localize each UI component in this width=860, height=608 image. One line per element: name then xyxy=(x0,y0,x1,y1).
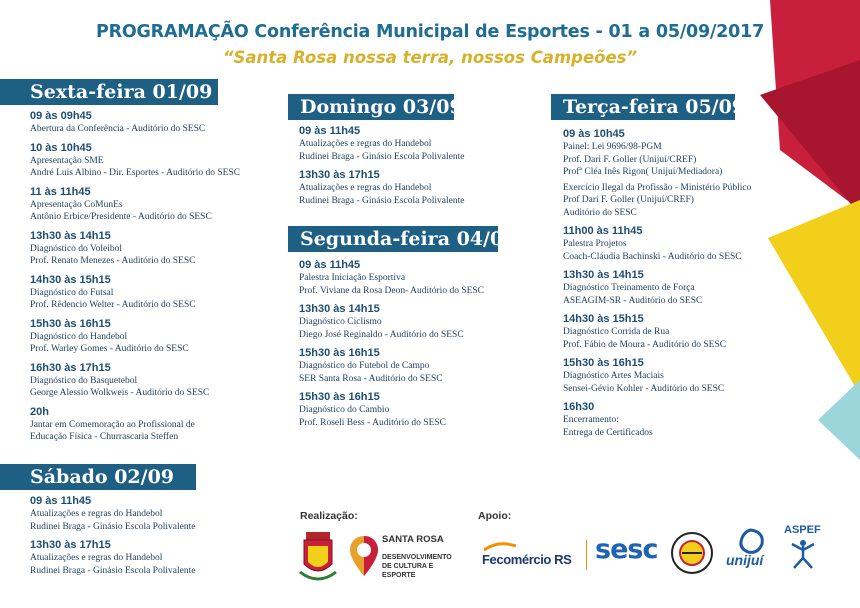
day-list-sexta xyxy=(30,109,240,449)
schedule-detail: Diagnóstico do Futebol de Campo xyxy=(299,361,430,371)
schedule-detail: Educação Física - Churrascaria Steffen xyxy=(30,432,179,442)
schedule-detail: Apresentação CoMunEs xyxy=(30,199,123,210)
schedule-item xyxy=(299,168,464,207)
schedule-detail: André Luis Albino - Dir. Esportes - Auditório do SESC xyxy=(30,168,241,178)
schedule-detail: Atualizações e regras do Handebol xyxy=(30,509,163,519)
schedule-time: 16h30 às 17h15 xyxy=(30,361,111,374)
schedule-item xyxy=(30,538,195,577)
schedule-item xyxy=(30,273,240,312)
day-header-sabado: Sábado 02/09 xyxy=(0,464,196,490)
schedule-detail: Palestra Iniciação Esportiva xyxy=(299,273,406,283)
schedule-item xyxy=(299,346,484,385)
schedule-time: 15h30 às 16h15 xyxy=(299,347,380,359)
schedule-item xyxy=(30,185,240,224)
schedule-item xyxy=(30,317,240,356)
schedule-detail: Prof. Dari F. Goller (Unijuí/CREF) xyxy=(563,154,697,165)
schedule-detail: Rudinei Braga - Ginásio Escola Polivalente xyxy=(299,195,465,206)
schedule-detail: Diagnóstico Ciclismo xyxy=(299,317,382,327)
day-list-domingo xyxy=(299,124,464,212)
schedule-detail: Painel: Lei 9696/98-PGM xyxy=(563,142,662,152)
schedule-item xyxy=(563,400,751,439)
schedule-item xyxy=(299,390,484,429)
schedule-item xyxy=(563,268,751,307)
schedule-time: 20h xyxy=(30,405,49,418)
schedule-time: 11 às 11h45 xyxy=(30,185,91,198)
schedule-item xyxy=(299,302,484,341)
schedule-detail: Diagnóstico Treinamento de Força xyxy=(563,283,695,293)
schedule-time: 09 às 10h45 xyxy=(563,128,625,140)
schedule-time: 13h30 às 14h15 xyxy=(30,229,111,242)
fecomercio-logo xyxy=(482,542,582,574)
schedule-detail: Prof. Rêdencio Welter - Auditório do SESC xyxy=(30,300,196,310)
aspef-logo xyxy=(780,524,824,572)
apoio-label: Apoio: xyxy=(478,510,512,522)
schedule-item xyxy=(563,356,751,395)
unijui-logo-text: unijuí xyxy=(726,552,764,568)
schedule-item xyxy=(30,361,240,400)
schedule-detail: Rudinei Braga - Ginásio Escola Polivalente xyxy=(299,151,465,162)
fecomercio-logo-text: Fecomércio RS xyxy=(482,552,572,567)
santa-rosa-logo-name: SANTA ROSA xyxy=(382,534,444,545)
schedule-detail: Prof Dari F. Goller (Unijuí/CREF) xyxy=(563,195,694,205)
schedule-detail: Diagnóstico Artes Maciais xyxy=(563,371,664,381)
schedule-detail: Sensei-Gévio Kohler - Auditório do SESC xyxy=(563,383,725,394)
schedule-item xyxy=(30,109,240,136)
schedule-detail: Encerramento: xyxy=(563,415,619,425)
schedule-time: 11h00 às 11h45 xyxy=(563,225,643,237)
santa-rosa-logo-line1: DESENVOLVIMENTO xyxy=(382,554,452,561)
schedule-detail: Prof. Warley Gomes - Auditório do SESC xyxy=(30,344,189,354)
schedule-detail: Jantar em Comemoração ao Profissional de xyxy=(30,419,195,430)
schedule-time: 10 às 10h45 xyxy=(30,141,92,154)
schedule-time: 09 às 11h45 xyxy=(299,259,361,271)
sesc-logo: sesc xyxy=(595,534,658,565)
schedule-detail: Atualizações e regras do Handebol xyxy=(299,139,432,149)
realizacao-label: Realização: xyxy=(300,510,358,522)
schedule-detail: Profª Cléa Inês Rigon( Unijuí/Mediadora) xyxy=(563,167,723,177)
schedule-time: 13h30 às 14h15 xyxy=(563,269,644,281)
day-list-terca xyxy=(563,127,751,444)
schedule-time: 13h30 às 17h15 xyxy=(30,539,111,551)
schedule-detail: Entrega de Certificados xyxy=(563,427,653,438)
schedule-detail: Diagnóstico do Basquetebol xyxy=(30,375,138,386)
santa-rosa-desenvolvimento-logo xyxy=(348,532,458,582)
schedule-detail: Coach-Cláudia Bachinski - Auditório do SESC xyxy=(563,251,742,262)
schedule-detail: Exercício Ilegal da Profissão - Ministério Público xyxy=(563,182,752,193)
schedule-detail: Rudinei Braga - Ginásio Escola Polivalente xyxy=(30,565,196,576)
schedule-item xyxy=(563,127,751,219)
unijui-logo xyxy=(726,528,776,574)
schedule-time: 09 às 11h45 xyxy=(30,495,92,507)
schedule-time: 16h30 xyxy=(563,401,595,413)
day-header-domingo: Domingo 03/09 xyxy=(288,94,454,120)
schedule-detail: Prof. Roseli Bess - Auditório do SESC xyxy=(299,417,446,428)
santos-dumont-seal-logo xyxy=(670,531,714,575)
santa-rosa-logo-line2: DE CULTURA E xyxy=(382,563,434,570)
cyan-wedge xyxy=(818,380,860,460)
schedule-time: 14h30 às 15h15 xyxy=(563,313,644,325)
santa-rosa-logo-line3: ESPORTE xyxy=(382,572,416,579)
schedule-detail: Diagnóstico Corrida de Rua xyxy=(563,327,670,337)
santa-rosa-coat-of-arms-logo xyxy=(298,532,338,584)
schedule-time: 13h30 às 14h15 xyxy=(299,303,380,315)
schedule-detail: Prof. Viviane da Rosa Deon- Auditório do SESC xyxy=(299,285,485,296)
schedule-time: 15h30 às 16h15 xyxy=(299,391,380,403)
schedule-detail: Prof. Renato Menezes - Auditório do SESC xyxy=(30,256,196,266)
header xyxy=(0,22,860,67)
day-list-sabado xyxy=(30,494,195,582)
schedule-time: 09 às 09h45 xyxy=(30,110,92,122)
schedule-time: 15h30 às 16h15 xyxy=(30,317,111,330)
schedule-item xyxy=(299,124,464,163)
page-subtitle: “Santa Rosa nossa terra, nossos Campeões” xyxy=(222,48,638,67)
schedule-detail: Diagnóstico do Voleibol xyxy=(30,243,123,254)
schedule-detail: Atualizações e regras do Handebol xyxy=(30,553,163,563)
schedule-item xyxy=(563,224,751,263)
schedule-detail: Prof. Fábio de Moura - Auditório do SESC xyxy=(563,339,727,350)
schedule-detail: George Alessio Wolkweis - Auditório do SESC xyxy=(30,388,210,398)
fecomercio-mark-icon xyxy=(484,542,516,552)
day-list-segunda xyxy=(299,258,484,434)
schedule-detail: Diagnóstico do Handebol xyxy=(30,331,128,342)
schedule-detail: ASEAGIM-SR - Auditório do SESC xyxy=(563,295,703,306)
day-header-segunda: Segunda-feira 04/09 xyxy=(288,226,498,252)
schedule-item xyxy=(563,312,751,351)
schedule-detail: Diagnóstico do Futsal xyxy=(30,287,114,298)
day-header-terca: Terça-feira 05/09 xyxy=(551,94,735,120)
schedule-detail: Diego José Reginaldo - Auditório do SESC xyxy=(299,329,464,340)
schedule-item xyxy=(299,258,484,297)
schedule-time: 15h30 às 16h15 xyxy=(563,357,644,369)
schedule-detail: Abertura da Conferência - Auditório do SESC xyxy=(30,124,206,134)
schedule-detail: Atualizações e regras do Handebol xyxy=(299,183,432,193)
unijui-mark-icon xyxy=(736,528,766,554)
schedule-detail: Rudinei Braga - Ginásio Escola Polivalente xyxy=(30,521,196,532)
schedule-detail: Auditório do SESC xyxy=(563,207,637,218)
schedule-item xyxy=(30,229,240,268)
schedule-detail: Palestra Projetos xyxy=(563,239,627,249)
yellow-wedge xyxy=(768,200,860,395)
schedule-detail: Diagnóstico do Cambio xyxy=(299,405,390,415)
schedule-time: 13h30 às 17h15 xyxy=(299,169,380,181)
day-header-sexta: Sexta-feira 01/09 xyxy=(0,79,218,105)
red-wedge-dark xyxy=(760,60,860,215)
map-pin-icon xyxy=(348,534,380,578)
logo-divider xyxy=(586,540,587,570)
schedule-detail: Antônio Erbice/Presidente - Auditório do SESC xyxy=(30,212,212,222)
aspef-logo-text: ASPEF xyxy=(784,524,821,536)
page-title: PROGRAMAÇÃO Conferência Municipal de Esportes - 01 a 05/09/2017 xyxy=(95,22,765,42)
schedule-time: 14h30 às 15h15 xyxy=(30,273,111,286)
schedule-item xyxy=(30,141,240,180)
schedule-time: 09 às 11h45 xyxy=(299,125,361,137)
schedule-detail: Apresentação SME xyxy=(30,155,104,166)
aspef-figure-icon xyxy=(788,538,818,570)
schedule-item xyxy=(30,405,240,444)
schedule-detail: SER Santa Rosa - Auditório do SESC xyxy=(299,373,443,384)
schedule-item xyxy=(30,494,195,533)
